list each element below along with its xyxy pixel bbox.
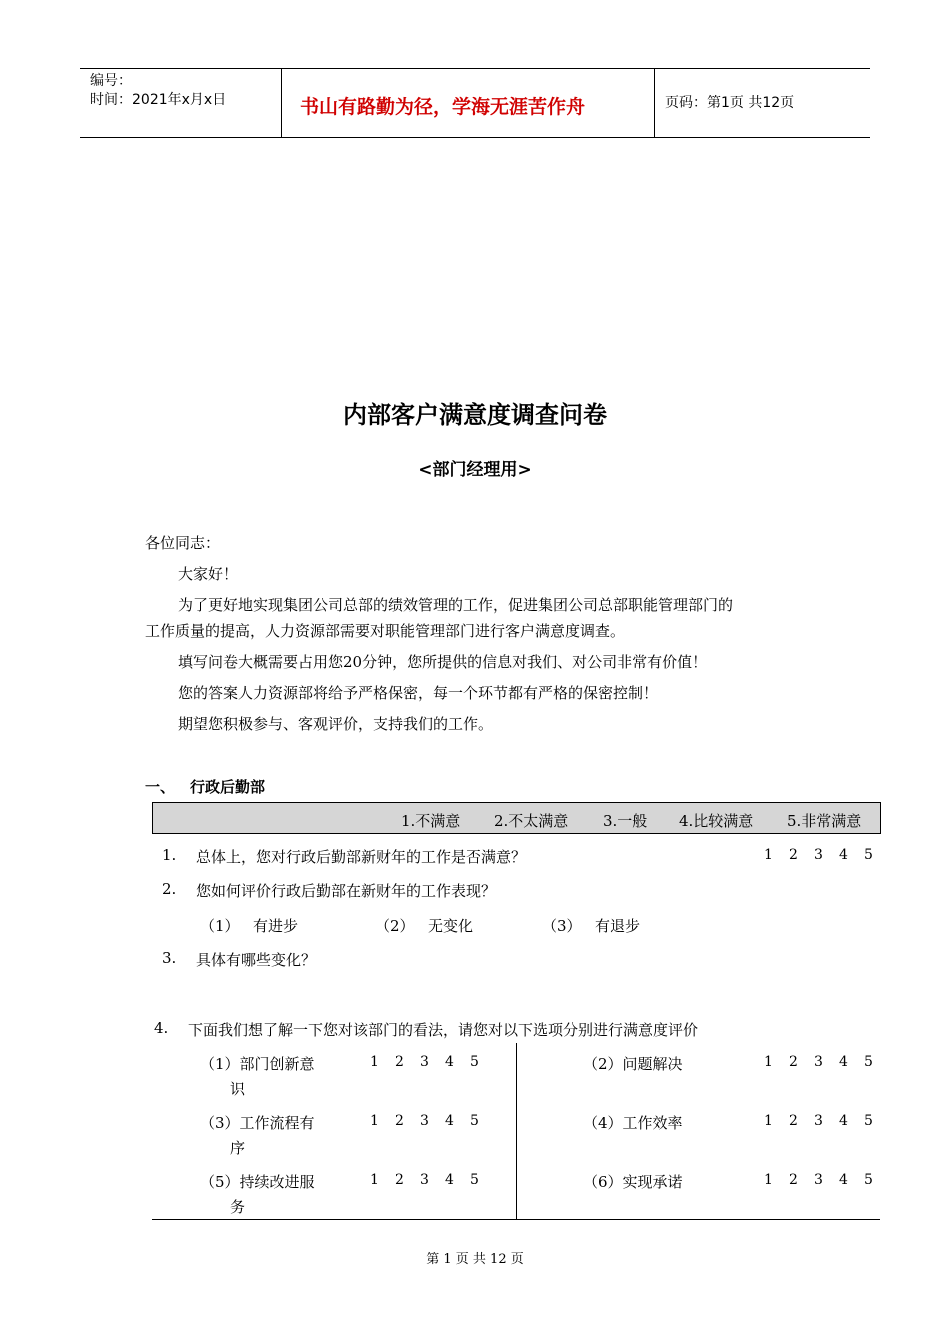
rating-5[interactable]: 5 xyxy=(470,1054,479,1070)
rating-4[interactable]: 4 xyxy=(445,1172,454,1188)
rating-item-label: （1）部门创新意 xyxy=(200,1055,315,1073)
option-no-change[interactable]: 无变化 xyxy=(428,917,474,935)
rating-3[interactable]: 3 xyxy=(814,847,823,863)
intro-paragraph-4: 期望您积极参与、客观评价，支持我们的工作。 xyxy=(178,715,494,733)
question-number: 4. xyxy=(154,1019,169,1037)
rating-3[interactable]: 3 xyxy=(814,1054,823,1070)
rating-2[interactable]: 2 xyxy=(789,1054,798,1070)
section-number: 一、 xyxy=(145,778,176,796)
question-number: 1. xyxy=(162,846,177,864)
rating-3[interactable]: 3 xyxy=(814,1172,823,1188)
rating-3[interactable]: 3 xyxy=(420,1113,429,1129)
rating-1[interactable]: 1 xyxy=(764,1113,773,1129)
header-table xyxy=(80,68,870,138)
rating-1[interactable]: 1 xyxy=(764,1054,773,1070)
rating-options[interactable] xyxy=(756,847,881,863)
rating-item-label: （5）持续改进服 xyxy=(200,1173,315,1191)
rating-options[interactable] xyxy=(756,1113,881,1129)
rating-item-label: （4）工作效率 xyxy=(583,1114,683,1132)
option-improved[interactable]: 有进步 xyxy=(253,917,299,935)
scale-label: 4.比较满意 xyxy=(679,812,754,830)
header-page-cell xyxy=(655,69,870,137)
rating-5[interactable]: 5 xyxy=(470,1113,479,1129)
rating-5[interactable]: 5 xyxy=(470,1172,479,1188)
scale-label: 3.一般 xyxy=(603,812,648,830)
rating-item-label-cont: 识 xyxy=(230,1080,246,1098)
header-motto-cell xyxy=(282,69,655,137)
rating-5[interactable]: 5 xyxy=(864,1054,873,1070)
intro-paragraph-line2: 工作质量的提高，人力资源部需要对职能管理部门进行客户满意度调查。 xyxy=(145,622,626,640)
header-info-cell xyxy=(80,69,282,137)
rating-item-label-cont: 务 xyxy=(230,1198,246,1216)
rating-4[interactable]: 4 xyxy=(445,1113,454,1129)
rating-1[interactable]: 1 xyxy=(764,847,773,863)
scale-label: 5.非常满意 xyxy=(787,812,862,830)
rating-item-label: （6）实现承诺 xyxy=(583,1173,683,1191)
rating-3[interactable]: 3 xyxy=(420,1172,429,1188)
question-number: 2. xyxy=(162,880,177,898)
option-number: （2） xyxy=(375,917,415,935)
scale-label: 1.不满意 xyxy=(401,812,461,830)
rating-3[interactable]: 3 xyxy=(420,1054,429,1070)
page-label: 页码：第1页 共12页 xyxy=(665,95,795,111)
motto: 书山有路勤为径，学海无涯苦作舟 xyxy=(300,96,586,118)
rating-2[interactable]: 2 xyxy=(789,1113,798,1129)
rating-5[interactable]: 5 xyxy=(864,847,873,863)
intro-paragraph-line1: 为了更好地实现集团公司总部的绩效管理的工作，促进集团公司总部职能管理部门的 xyxy=(178,596,734,614)
rating-4[interactable]: 4 xyxy=(445,1054,454,1070)
question-text: 总体上，您对行政后勤部新财年的工作是否满意？ xyxy=(196,848,527,866)
question-text: 具体有哪些变化？ xyxy=(196,951,317,969)
rating-options[interactable] xyxy=(756,1172,881,1188)
page-subtitle: <部门经理用> xyxy=(418,460,532,480)
rating-item-label: （3）工作流程有 xyxy=(200,1114,315,1132)
scale-label: 2.不太满意 xyxy=(494,812,569,830)
rating-2[interactable]: 2 xyxy=(789,847,798,863)
question-number: 3. xyxy=(162,949,177,967)
question-text: 下面我们想了解一下您对该部门的看法，请您对以下选项分别进行满意度评价 xyxy=(188,1021,699,1039)
rating-options[interactable] xyxy=(362,1113,487,1129)
option-number: （1） xyxy=(200,917,240,935)
intro-paragraph-3: 您的答案人力资源部将给予严格保密，每一个环节都有严格的保密控制！ xyxy=(178,684,659,702)
rating-1[interactable]: 1 xyxy=(370,1054,379,1070)
hello: 大家好！ xyxy=(178,565,239,583)
number-label: 编号： xyxy=(90,73,132,89)
rating-4[interactable]: 4 xyxy=(839,1054,848,1070)
rating-2[interactable]: 2 xyxy=(395,1054,404,1070)
rating-5[interactable]: 5 xyxy=(864,1172,873,1188)
greeting: 各位同志： xyxy=(145,534,221,552)
time-label: 时间：2021年x月x日 xyxy=(90,92,227,108)
rating-options[interactable] xyxy=(362,1172,487,1188)
question-text: 您如何评价行政后勤部在新财年的工作表现？ xyxy=(196,882,497,900)
rating-2[interactable]: 2 xyxy=(395,1113,404,1129)
option-declined[interactable]: 有退步 xyxy=(595,917,641,935)
rating-1[interactable]: 1 xyxy=(370,1172,379,1188)
rating-options[interactable] xyxy=(362,1054,487,1070)
section-title: 行政后勤部 xyxy=(190,778,266,796)
rating-3[interactable]: 3 xyxy=(814,1113,823,1129)
column-divider xyxy=(516,1043,517,1219)
page-footer: 第 1 页 共 12 页 xyxy=(426,1252,524,1267)
rating-5[interactable]: 5 xyxy=(864,1113,873,1129)
rating-1[interactable]: 1 xyxy=(764,1172,773,1188)
rating-1[interactable]: 1 xyxy=(370,1113,379,1129)
option-number: （3） xyxy=(542,917,582,935)
rating-4[interactable]: 4 xyxy=(839,847,848,863)
rating-scale-header xyxy=(152,802,881,834)
rating-options[interactable] xyxy=(756,1054,881,1070)
rating-2[interactable]: 2 xyxy=(789,1172,798,1188)
rating-item-label: （2）问题解决 xyxy=(583,1055,683,1073)
rating-4[interactable]: 4 xyxy=(839,1113,848,1129)
rating-4[interactable]: 4 xyxy=(839,1172,848,1188)
rating-2[interactable]: 2 xyxy=(395,1172,404,1188)
intro-paragraph-2: 填写问卷大概需要占用您20分钟，您所提供的信息对我们、对公司非常有价值！ xyxy=(178,653,708,671)
rating-item-label-cont: 序 xyxy=(230,1139,246,1157)
page-title: 内部客户满意度调查问卷 xyxy=(343,401,607,429)
table-bottom-border xyxy=(152,1219,880,1220)
